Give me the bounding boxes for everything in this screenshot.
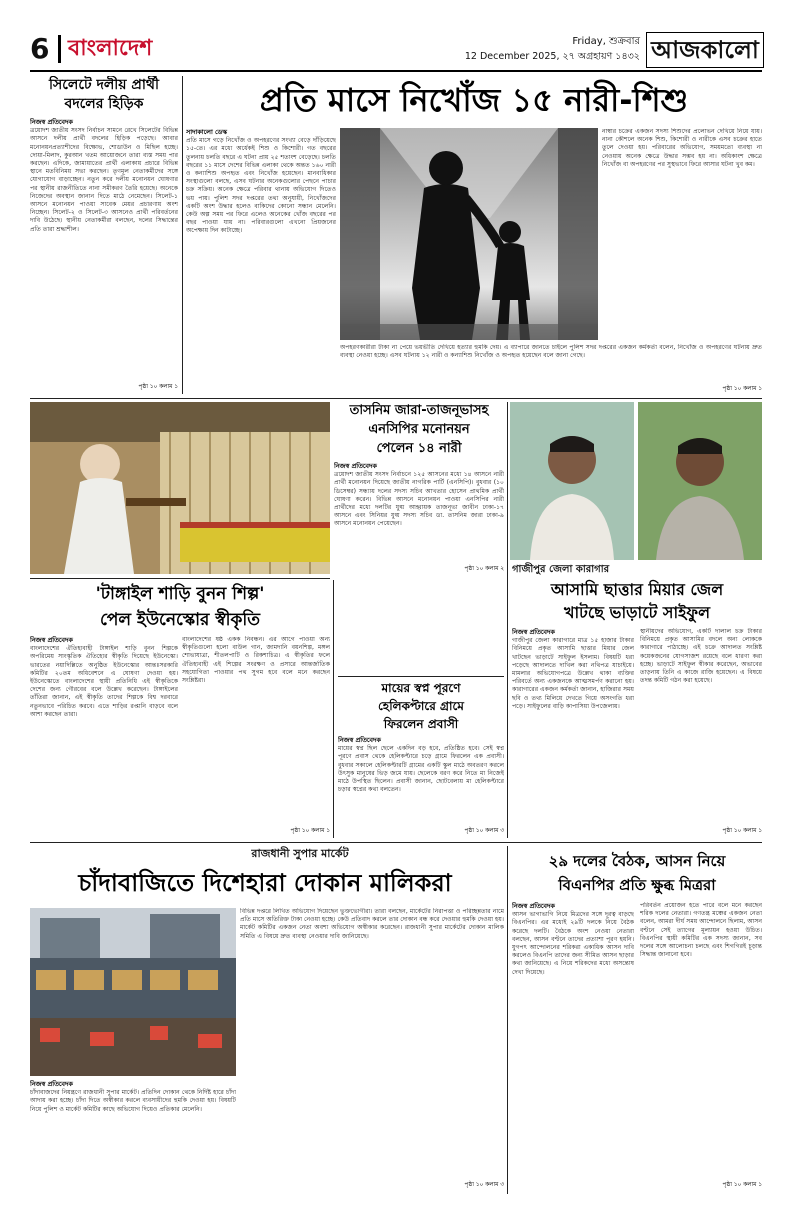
story-extortion-text-left: চাঁদাবাজদের নিয়ন্ত্রণে রাজধানী সুপার মার্কেট। প্রতিদিন দোকান থেকে নির্দিষ্ট হারে চাঁদা আদায় করা হচ্ছে। চাঁদা দিতে অস্বীকার করলে ব্যবসায়ীদের হুমকি দেওয়া হয়। বিষয়টি নিয়ে পুলিশ ও মার্কেট কমিটির কাছে অভিযোগ দিয়েও প্রতিকার মেলেনি।: [30, 1089, 236, 1113]
weaver-illustration: [30, 402, 330, 574]
masthead-text: আজকালো: [651, 36, 759, 64]
story-ncp-continued: পৃষ্ঠা ১০ কলাম ২: [464, 566, 504, 572]
story-bnp-body-right: পরিবর্তন প্রয়োজন হতে পারে বলে মনে করছেন শরিক দলের নেতারা। গণতন্ত্র মঞ্চের একজন নেতা বলেন, আমরা দীর্ঘ সময় আন্দোলনে ছিলাম, আসন বণ্টনে সেই ত্যাগের মূল্যায়ন হওয়া উচিত। বিএনপির স্থায়ী কমিটির এক সদস্য জানান, সব দলের সঙ্গে আলোচনা চলছে এবং শিগগিরই চূড়ান্ত সিদ্ধান্ত জানানো হবে।: [640, 902, 762, 959]
story-expat-continued: পৃষ্ঠা ১০ কলাম ৩: [464, 828, 504, 834]
story-sylhet-headline-2: বদলের হিড়িক: [64, 96, 144, 112]
story-jail-body-left: [512, 628, 634, 828]
story-sylhet-continued: পৃষ্ঠা ১০ কলাম ১: [138, 384, 178, 390]
story-saree-credit: নিজস্ব প্রতিবেদক: [30, 636, 73, 644]
row-rule-2: [30, 578, 330, 579]
story-sylhet-headline-1: সিলেটে দলীয় প্রার্থী: [49, 77, 159, 93]
story-expat-body: [338, 736, 504, 826]
story-saree-headline-2: পেল ইউনেস্কোর স্বীকৃতি: [99, 610, 261, 630]
story-bnp-credit: নিজস্ব প্রতিবেদক: [512, 902, 555, 910]
story-sylhet-credit: নিজস্ব প্রতিবেদক: [30, 118, 73, 126]
issue-day: Friday, শুক্রবার: [572, 36, 640, 47]
page-header: [30, 32, 762, 66]
suspect-portrait-right: [638, 402, 762, 560]
story-bnp-body-left: [512, 902, 634, 1192]
story-extortion-headline: চাঁদাবাজিতে দিশেহারা দোকান মালিকরা: [78, 869, 452, 897]
story-ncp-credit: নিজস্ব প্রতিবেদক: [334, 462, 377, 470]
row-rule-3: [30, 842, 762, 843]
issue-date: 12 December 2025, ২৭ অগ্রহায়ণ ১৪৩২: [464, 51, 640, 62]
story-saree-body-mid: বাংলাদেশের ষষ্ঠ একক নিবন্ধন। এর আগে পাওয়া অন্য স্বীকৃতিগুলো হলো বাউল গান, জামদানি বয়নশিল্প, মঙ্গল শোভাযাত্রা, শীতলপাটি ও রিকশাচিত্র। এ স্বীকৃতির ফলে ঐতিহ্যবাহী এই শিল্পের সংরক্ষণ ও প্রসারে আন্তর্জাতিক সহযোগিতা পাওয়ার পথ সুগম হবে বলে মনে করছেন সংশ্লিষ্টরা।: [182, 636, 330, 685]
story-missing-body-left: [186, 128, 336, 340]
col-rule-2: [333, 580, 334, 838]
story-jail: [512, 562, 762, 838]
story-expat-headline-2: হেলিকপ্টারে গ্রামে: [378, 699, 464, 713]
page-number: 6: [30, 32, 50, 65]
story-expat: [338, 680, 504, 838]
row-rule-1: [30, 398, 762, 399]
story-extortion-continued: পৃষ্ঠা ১০ কলাম ৩: [464, 1182, 504, 1188]
weaver-photo: [30, 402, 330, 574]
header-divider: [58, 35, 61, 63]
story-bnp-continued: পৃষ্ঠা ১০ কলাম ১: [722, 1182, 762, 1188]
story-ncp-body: [334, 462, 504, 564]
story-saree-continued: পৃষ্ঠা ১০ কলাম ১: [290, 828, 330, 834]
story-extortion-credit: নিজস্ব প্রতিবেদক: [30, 1080, 73, 1088]
story-jail-tag: গাজীপুর জেলা কারাগার: [512, 564, 610, 575]
story-ncp-headline-3: পেলেন ১৪ নারী: [376, 441, 462, 456]
story-ncp-text: ত্রয়োদশ জাতীয় সংসদ নির্বাচনে ১২৫ আসনের মধ্যে ১৪ আসনে নারী প্রার্থী মনোনয়ন দিয়েছে জাতীয় নাগরিক পার্টি (এনসিপি)। বুধবার (১০ ডিসেম্বর) সন্ধ্যায় দলের সদস্য সচিব আখতার হোসেন প্রাথমিক প্রার্থী ঘোষণা করেন। বিভিন্ন আসনে মনোনয়ন পাওয়া এনসিপির নারী প্রার্থীদের মধ্যে দলটির যুগ্ম আহ্বায়ক তাজনূভা জাবীন ঢাকা-১৭ আসনে এবং সিনিয়র যুগ্ম সদস্য সচিব ডা. তাসনিম জারা ঢাকা-৯ আসনে মনোনয়ন পেয়েছেন।: [334, 471, 504, 528]
story-missing-body-right: নাম্বার চক্রের একজন সদস্য শিশুদের প্রলোভন দেখিয়ে নিয়ে যায়। নানা কৌশলে অনেক শিশু, কিশোরী ও নারীকে এসব চক্রের হাতে তুলে দেওয়া হয়। পরিবারের অভিযোগ, সময়মতো ব্যবস্থা না নেওয়ায় অনেক ক্ষেত্রে উদ্ধার সম্ভব হয় না। অধিকাংশ ক্ষেত্রে নিখোঁজ বা অপহরণের পর সুস্থভাবে ফিরে আসার ঘটনা খুব কম।: [602, 128, 762, 168]
story-extortion-body-left: [30, 1080, 236, 1190]
story-saree-text-left: বাংলাদেশের ঐতিহ্যবাহী টাঙ্গাইল শাড়ি বুনন শিল্পকে অপরিমেয় সাংস্কৃতিক ঐতিহ্যের স্বীকৃতি দিয়েছে ইউনেস্কো। ভারতের নয়াদিল্লিতে অনুষ্ঠিত ইউনেস্কোর আন্তঃসরকারি কমিটির ২০তম অধিবেশনে এ ঘোষণা দেওয়া হয়। ইউনেস্কোতে বাংলাদেশের স্থায়ী প্রতিনিধি এই স্বীকৃতিকে দেশের জন্য গৌরবের বলে উল্লেখ করেছেন। টাঙ্গাইলের তাঁতিরা জানান, এই স্বীকৃতি তাদের শিল্পকে বিশ্ব দরবারে নতুনভাবে পরিচিত করবে। এতে শাড়ির রপ্তানি বাড়বে বলে আশা করছেন তারা।: [30, 645, 178, 718]
masthead-logo: [646, 32, 764, 68]
story-ncp-headline-1: তাসনিম জারা-তাজনূভাসহ: [349, 403, 489, 418]
story-jail-credit: নিজস্ব প্রতিবেদক: [512, 628, 555, 636]
col-rule-3: [507, 402, 508, 838]
story-ncp-headline-2: এনসিপির মনোনয়ন: [368, 422, 470, 437]
story-sylhet-body: [30, 118, 178, 390]
story-jail-body-right: স্থানীয়দের অভিযোগ, একটি দালাল চক্র টাকার বিনিময়ে প্রকৃত আসামির বদলে অন্য লোককে কারাগারে পাঠাচ্ছে। এই চক্রে আদালত সংশ্লিষ্ট কয়েকজনের যোগসাজশ রয়েছে বলে ধারণা করা হচ্ছে। ভাড়াটে সাইফুল স্বীকার করেছেন, অভাবের তাড়নায় তিনি এ কাজে রাজি হয়েছেন। এ বিষয়ে তদন্ত কমিটি গঠন করা হয়েছে।: [640, 628, 762, 685]
story-missing-text-bottom: অপহরণকারীরা টাকা না পেয়ে ভয়ভীতি দেখিয়ে হত্যার হুমকি দেয়। এ ব্যাপারে জানতে চাইলে পুলিশ সদর দপ্তরের একজন কর্মকর্তা বলেন, নিখোঁজ ও অপহরণের ঘটনায় দ্রুত ব্যবস্থা নেওয়া হচ্ছে। এসব ঘটনায় ১২ নারী ও কন্যাশিশু নিখোঁজ ও অপহৃত হয়েছেন বলে জানা গেছে।: [340, 344, 762, 360]
col-rule-4: [507, 846, 508, 1194]
story-expat-headline-3: ফিরলেন প্রবাসী: [383, 717, 459, 731]
story-jail-headline-2: খাটছে ভাড়াটে সাইফুল: [563, 603, 711, 622]
story-bnp-headline-1: ২৯ দলের বৈঠক, আসন নিয়ে: [548, 852, 726, 870]
market-illustration: [30, 908, 236, 1076]
story-expat-credit: নিজস্ব প্রতিবেদক: [338, 736, 381, 744]
story-ncp: [334, 402, 504, 574]
story-expat-headline-1: মায়ের স্বপ্ন পূরণে: [381, 681, 461, 695]
silhouette-figures: [340, 128, 598, 340]
story-sylhet-text: ত্রয়োদশ জাতীয় সংসদ নির্বাচন সামনে রেখে সিলেটের বিভিন্ন আসনে দলীয় প্রার্থী বদলের হিড়িক পড়েছে। আবার মনোনয়নপ্রত্যাশীদের বিক্ষোভ, শোডাউন ও মিছিল হচ্ছে। দোয়া-মিলাদ, কুরআন খতম আয়োজনে তারা ব্যস্ত সময় পার করছেন। এদিকে, জামায়াতের প্রার্থী এলাকায় প্রচারে বিভিন্ন স্থানে মতবিনিময় সভা করছেন। তৃণমূল নেতাকর্মীদের সঙ্গে যোগাযোগ বাড়াচ্ছেন। নতুন করে দলীয় মনোনয়ন ঘোষণার পর স্থানীয় রাজনীতিতে নানা সমীকরণ তৈরি হয়েছে। অনেকে নিজেদের অবস্থান জানান দিতে মাঠে নেমেছেন। সিলেট-১ আসনে মনোনয়ন পাওয়া সাবেক মেয়র প্রচারণায় অংশ নিচ্ছেন। সিলেট-২ ও সিলেট-৩ আসনেও প্রার্থী পরিবর্তনের দাবি উঠেছে। স্থানীয় নেতাকর্মীরা বলছেন, দলের সিদ্ধান্তের প্রতি তারা শ্রদ্ধাশীল।: [30, 127, 178, 233]
suspect-portrait-left: [510, 402, 634, 560]
story-jail-continued: পৃষ্ঠা ১০ কলাম ১: [722, 828, 762, 834]
story-extortion-tag: রাজধানী সুপার মার্কেট: [251, 847, 349, 860]
suspect-photo-right: [638, 402, 762, 560]
story-jail-text-left: গাজীপুর জেলা কারাগারে মাত্র ১৫ হাজার টাকার বিনিময়ে প্রকৃত আসামি ছাত্তার মিয়ার জেল খাটছেন ভাড়াটে সাইফুল ইসলাম। বিষয়টি ধরা পড়েছে আদালতে দাখিল করা নথিপত্র যাচাইয়ে। মামলার অভিযোগপত্রে উল্লেখ থাকা ব্যক্তির পরিবর্তে অন্য একজনকে আত্মসমর্পণ করানো হয়। কারাগারের একজন কর্মকর্তা জানান, হাজিরার সময় ছবি ও তথ্য মিলিয়ে দেখতে গিয়ে অসংগতি ধরা পড়ে। সাইফুলের বাড়ি কাপাসিয়া উপজেলায়।: [512, 637, 634, 710]
story-jail-headline-1: আসামি ছাত্তার মিয়ার জেল: [550, 580, 724, 599]
story-extortion-body-right: বিভিন্ন দপ্তরে লিখিত অভিযোগ দিয়েছেন ভুক্তভোগীরা। তারা বলছেন, মার্কেটের নিরাপত্তা ও পরিচ্ছন্নতার নামে প্রতি মাসে অতিরিক্ত টাকা নেওয়া হচ্ছে। কেউ প্রতিবাদ করলে তার দোকান বন্ধ করে দেওয়ার হুমকি দেওয়া হয়। মার্কেট কমিটির একজন নেতা অবশ্য অভিযোগ অস্বীকার করেছেন। রাজধানী সুপার মার্কেটের দোকান মালিক সমিতি এ বিষয়ে দ্রুত ব্যবস্থা নেওয়ার দাবি জানিয়েছে।: [240, 908, 504, 940]
story-saree-headline-1: 'টাঙ্গাইল শাড়ি বুনন শিল্প': [95, 584, 265, 604]
story-missing-headline: প্রতি মাসে নিখোঁজ ১৫ নারী-শিশু: [259, 81, 689, 119]
story-missing-continued: পৃষ্ঠা ১০ কলাম ১: [722, 386, 762, 392]
row-rule-ncp-expat: [338, 676, 504, 677]
header-rule: [30, 70, 762, 72]
story-missing-text-left: প্রতি মাসে গড়ে নিখোঁজ ও অপহরণের সংখ্যা বেড়ে দাঁড়িয়েছে ১৫-তে। এর মধ্যে অর্ধেকই শিশু ও কিশোরী। গত বছরের তুলনায় চলতি বছরে এ ঘটনা প্রায় ২৫ শতাংশ বেড়েছে। চলতি বছরের ১১ মাসে দেশের বিভিন্ন এলাকা থেকে অন্তত ১৬০ নারী ও কন্যাশিশু অপহৃত এবং নিখোঁজ হয়েছেন। মানবাধিকার সংস্থাগুলো বলছে, এসব ঘটনার অনেকগুলোর পেছনে পাচার চক্র সক্রিয়। অনেক ক্ষেত্রে পরিবার থানায় অভিযোগ দিতেও ভয় পায়। পুলিশ সদর দপ্তরের তথ্য অনুযায়ী, নিখোঁজদের একটি অংশ উদ্ধার হলেও বাকিদের কোনো সন্ধান মেলেনি। কেউ অল্প সময় পর ফিরে এলেও অনেকের খোঁজ বছরের পর বছর পাওয়া যায় না। পরিবারগুলো এখনো প্রিয়জনের অপেক্ষায় দিন কাটাচ্ছে।: [186, 137, 336, 235]
col-rule-1: [182, 76, 183, 394]
suspect-photo-left: [510, 402, 634, 560]
story-bnp-text-left: আসন ভাগাভাগি নিয়ে মিত্রদের সঙ্গে দূরত্ব বাড়ছে বিএনপির। এর মধ্যেই ২৯টি দলকে নিয়ে বৈঠক করেছে দলটি। বৈঠকে অংশ নেওয়া নেতারা বলছেন, আসন বণ্টনে তাদের প্রত্যাশা পূরণ হয়নি। যুগপৎ আন্দোলনের শরিকরা একাধিক আসন দাবি করলেও বিএনপি তাদের জন্য সীমিত আসন ছাড়ার কথা জানিয়েছে। এ নিয়ে শরিকদের মধ্যে অসন্তোষ দেখা দিয়েছে।: [512, 911, 634, 976]
story-bnp-headline-2: বিএনপির প্রতি ক্ষুব্ধ মিত্ররা: [558, 876, 716, 894]
silhouette-photo: [340, 128, 598, 340]
market-photo: [30, 908, 236, 1076]
story-sylhet: [30, 76, 178, 394]
section-name: বাংলাদেশ: [68, 36, 153, 61]
story-expat-text: মায়ের স্বপ্ন ছিল ছেলে একদিন বড় হবে, প্রতিষ্ঠিত হবে। সেই স্বপ্ন পূরণে প্রবাস থেকে হেলিকপ্টারে চড়ে গ্রামে ফিরলেন এক প্রবাসী। বুধবার সকালে হেলিকপ্টারটি গ্রামের একটি স্কুল মাঠে অবতরণ করলে উৎসুক মানুষের ভিড় জমে যায়। ছেলেকে বরণ করে নিতে মা নিজেই মাঠে উপস্থিত ছিলেন। প্রবাসী জানান, ছোটবেলায় মা হেলিকপ্টারে চড়ার স্বপ্নের কথা বলতেন।: [338, 745, 504, 794]
story-missing-credit: সাদাকালো ডেস্ক: [186, 128, 227, 136]
story-saree-body-left: [30, 636, 178, 834]
